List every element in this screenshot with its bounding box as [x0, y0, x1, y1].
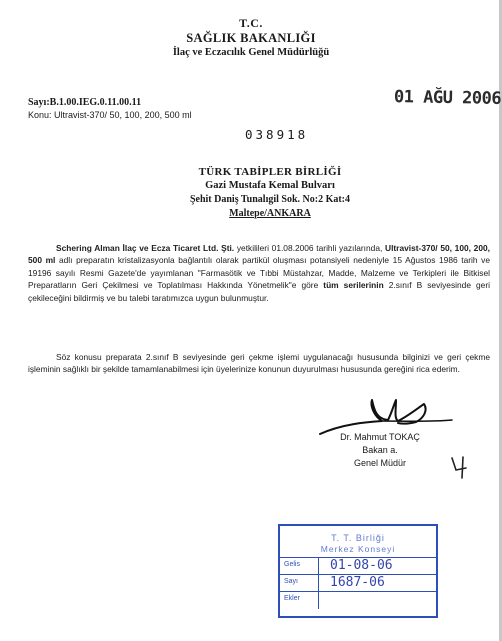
registry-stamp-subtitle: Merkez Konseyi [320, 544, 396, 554]
product-name: Ultravist-370/ 50, 100, 200, 500 ml [28, 243, 490, 266]
handwritten-initial-mark [448, 454, 470, 480]
all-series-emphasis: tüm serilerinin [323, 280, 384, 291]
stamp-divider [318, 592, 319, 609]
registration-number: 038918 [245, 127, 309, 142]
header-tc: T.C. [239, 16, 263, 30]
stamp-label-attachments: Ekler [284, 595, 300, 602]
registry-stamp-row-number [280, 574, 436, 592]
recipient-address-detail: Şehit Daniş Tunalıgil Sok. No:2 Kat:4 [189, 194, 351, 205]
reference-number: Sayı:B.1.00.IEG.0.11.00.11 [28, 97, 142, 108]
date-stamp: 01 AĞU 2006 [393, 87, 502, 109]
signatory-name: Dr. Mahmut TOKAÇ [340, 432, 420, 442]
body-text-segment: yetkilileri 01.08.2006 tarihli yazılarında, [234, 243, 386, 253]
recipient-name: TÜRK TABİPLER BİRLİĞİ [198, 166, 342, 178]
registry-stamp [278, 524, 438, 618]
stamp-divider [318, 558, 319, 575]
header-ministry: SAĞLIK BAKANLIĞI [186, 31, 316, 45]
stamp-divider [318, 575, 319, 592]
signatory-title-2: Genel Müdür [353, 458, 407, 468]
stamp-label-date: Gelis [284, 561, 300, 568]
registry-stamp-row-attachments [280, 591, 436, 609]
subject-line: Konu: Ultravist-370/ 50, 100, 200, 500 ml [28, 110, 192, 120]
signatory-title-1: Bakan a. [362, 445, 398, 455]
stamp-label-number: Sayı [284, 578, 299, 585]
recipient-city: Maltepe/ANKARA [229, 208, 311, 219]
body-paragraph-2: Söz konusu preparata 2.sınıf B seviyesinde geri çekme işlemi uygulanacağı hususunda bilginizi ve geri çekme işleminin sağlıklı bir şekilde tamamlanabilmesi için üyelerinize konunun duyurulması hususunda gereğini rica ederim. [28, 352, 490, 375]
recipient-street: Gazi Mustafa Kemal Bulvarı [205, 180, 335, 191]
body-text-segment: adlı preparatın kristalizasyonla bağlantılı olarak partikül oluşması potansiyeli nedeniyle 15 Ağustos 1986 tarih ve 19196 sayılı Resmi Gazete'de yayımlanan "Farmasötik ve Tıbbi Müstahzar, Madde, Malzeme ve Terkipleri ile Bitkisel Preparatların Geri Çekilmesi ve Toplatılması Hakkında Yönetmelik"e göre [28, 255, 490, 291]
header-directorate: İlaç ve Eczacılık Genel Müdürlüğü [172, 47, 330, 58]
company-name: Schering Alman İlaç ve Ecza Ticaret Ltd. Şti. [56, 243, 235, 253]
registry-stamp-row-date [280, 557, 436, 575]
stamp-number-value: 1687-06 [330, 575, 385, 590]
body-paragraph-1 [28, 242, 490, 304]
registry-stamp-title: T. T. Birliği [331, 533, 385, 543]
body-text-segment: 2.sınıf B seviyesinde geri çekileceğini bildirmiş ve bu talebi taratımızca uygun bulunmuştur. [28, 280, 490, 303]
stamp-date-value: 01-08-06 [330, 558, 393, 573]
